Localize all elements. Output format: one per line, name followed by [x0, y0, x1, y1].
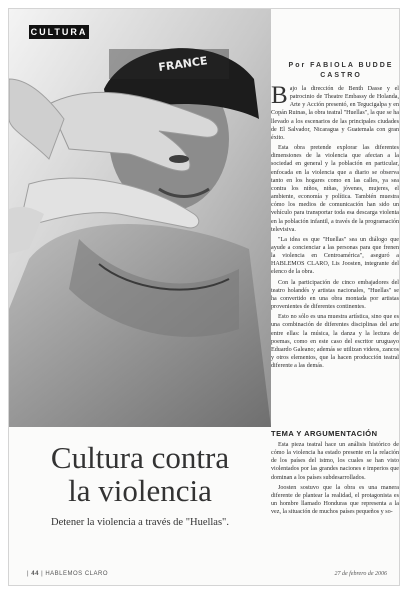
headline [9, 441, 271, 507]
article-paragraph: Con la participación de cinco embajadores del teatro holandés y artistas nacionales, "Huellas" se ha convertido en una obra montada por artistas provenientes de diferentes continentes. [271, 279, 399, 311]
dropcap: B [271, 82, 288, 109]
footer-date: 27 de febrero de 2006 [334, 571, 387, 577]
photo-illustration [9, 9, 271, 427]
magazine-page [8, 8, 400, 586]
article-paragraph: Esto no sólo es una muestra artística, sino que es una combinación de diferentes disciplinas del arte entre ellas: la música, la danza y la lectura de poemas, como en este caso del escritor uruguayo Eduardo Galeano; además se utilizan videos, zancos y otros elementos, que la hacen producción teatral diferente a las demás. [271, 314, 399, 370]
article-column [271, 82, 399, 372]
footer-left: | 44 | HABLEMOS CLARO [27, 571, 109, 577]
deck: Detener la violencia a través de "Huellas". [51, 517, 229, 528]
article-paragraph: Esta obra pretende explorar las diferentes dimensiones de la violencia que afectan a la sociedad en general y la población en particular, enfocada en la violencia que a diario se observa tanto en los hogares como en las calles, ya sea contra los niños, niñas, jóvenes, mujeres, el ambiente, economía y política. También muestra cómo los medios de comunicación han sido un vehículo para transportar toda esa descarga violenta en la población infantil, a través de la programación televisiva. [271, 145, 399, 233]
section-tag: CULTURA [30, 27, 88, 37]
hero-photo [9, 9, 271, 427]
article-paragraph: "La idea es que "Huellas" sea un diálogo que ayude a concienciar a las personas para que frenen la violencia en Centroamérica", aseguró a HABLEMOS CLARO, Lis Joosten, integrante del elenco de la obra. [271, 236, 399, 276]
article-paragraph: Esta pieza teatral hace un análisis histórico de cómo la violencia ha estado presente en la relación de los países del istmo, los cuales se han visto violentados por las grandes naciones e imperios que dominan a los países subdesarrollados. [271, 442, 399, 481]
headline-line-2: la violencia [68, 473, 212, 508]
headline-line-1: Cultura contra [50, 440, 230, 475]
footer [27, 571, 387, 581]
byline [285, 61, 397, 81]
byline-prefix: Por [288, 62, 307, 69]
publication-name: HABLEMOS CLARO [45, 571, 109, 577]
article-paragraph: Bajo la dirección de Benth Dasse y el patrocinio de Theatre Embassy de Holanda, Arte y Acción presentó, en Tegucigalpa y en Copán Ruinas, la obra teatral "Huellas", la que se ha llevado a los escenarios de las principales ciudades de El Salvador, Nicaragua y Guatemala con gran éxito. [271, 82, 399, 141]
page-number: 44 [31, 571, 39, 577]
byline-author: FABIOLA BUDDE CASTRO [310, 62, 394, 79]
subheading: TEMA Y ARGUMENTACIÓN [271, 429, 378, 438]
article-paragraph: Joosten sostuvo que la obra es una manera diferente de plantear la realidad, el protagonista es un hombre llamado Honduras que representa a la vez, la situación de muchos países pequeños y so- [271, 484, 399, 516]
article-column-2 [271, 441, 399, 518]
cap-text: FRANCE [157, 54, 209, 74]
